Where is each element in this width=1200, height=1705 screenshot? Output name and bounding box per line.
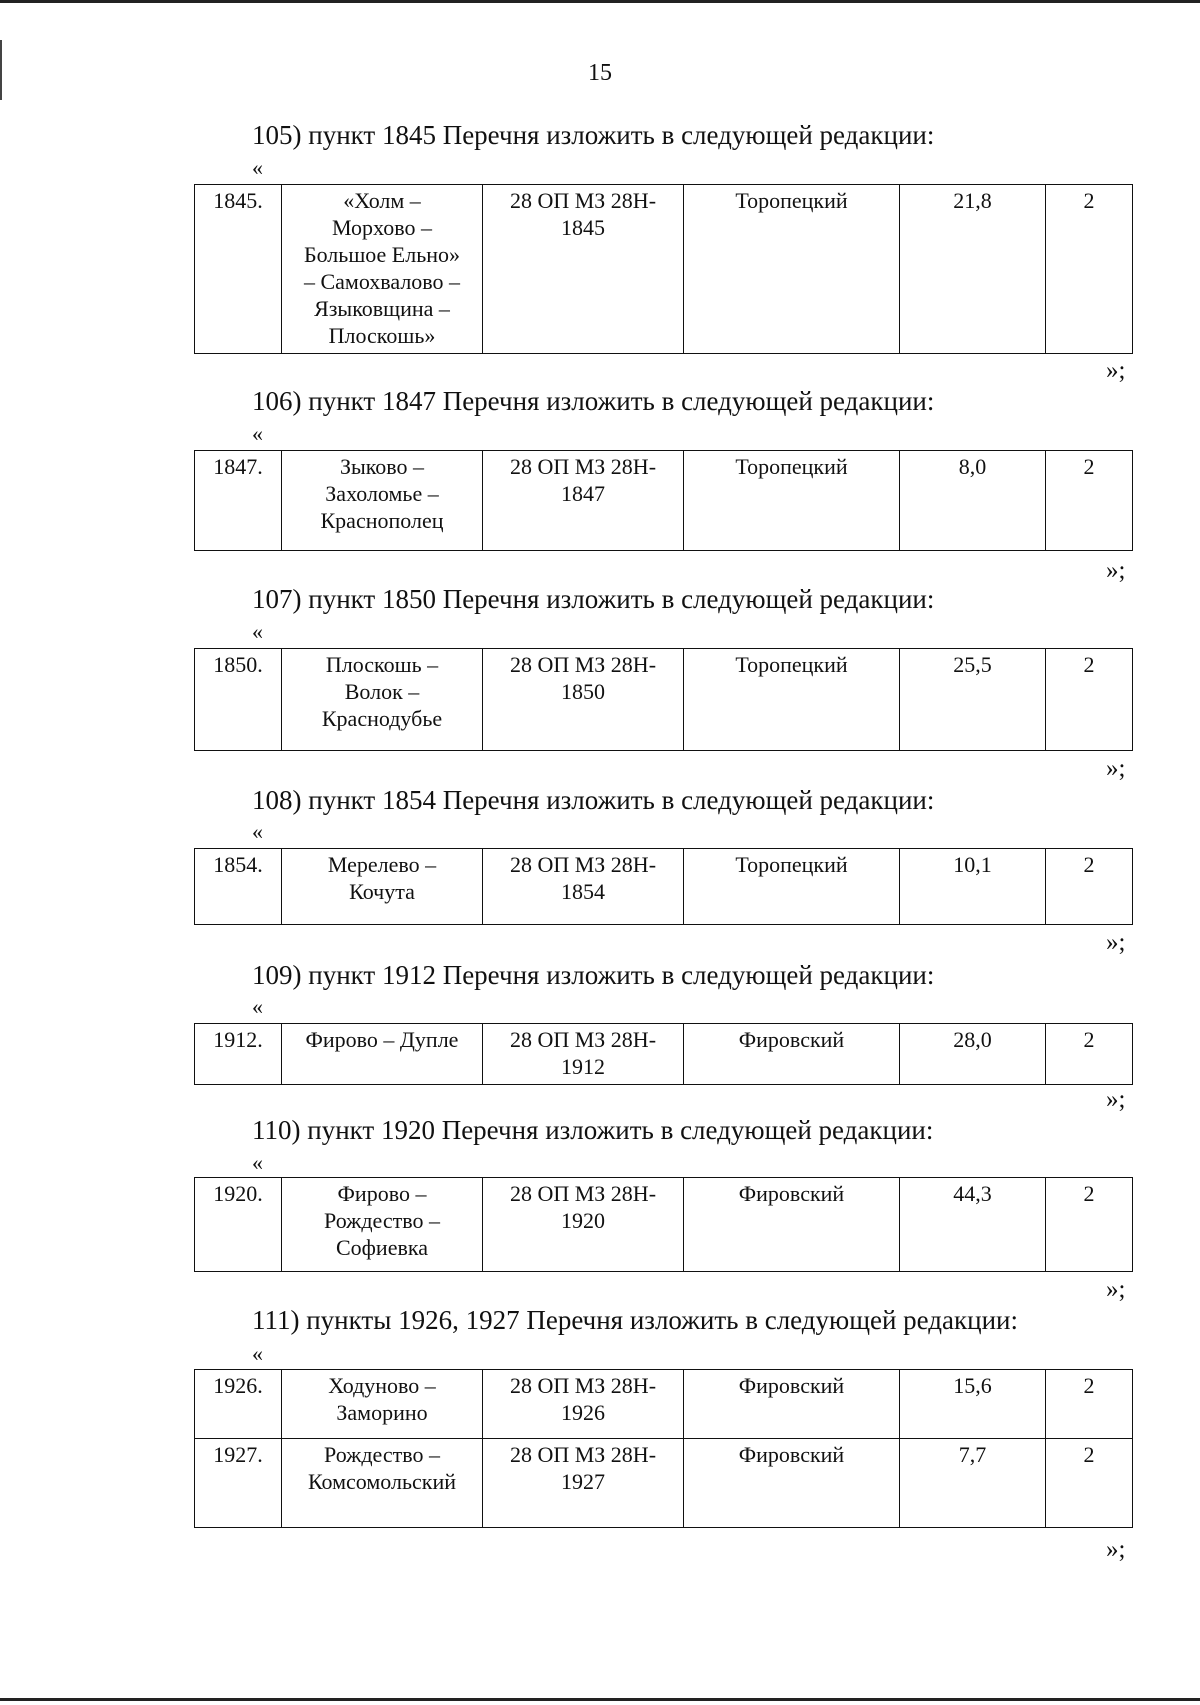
- page-number: 15: [588, 60, 612, 86]
- road-name-cell: Мерелево – Кочута: [282, 849, 483, 925]
- page-bottom-edge: [0, 1698, 1200, 1701]
- open-quote: «: [252, 1150, 263, 1175]
- row-number-cell: 1926.: [195, 1370, 282, 1439]
- table-row: [195, 849, 1133, 925]
- length-cell: 15,6: [900, 1370, 1046, 1439]
- close-quote: »;: [1106, 1276, 1126, 1303]
- road-name-cell: Плоскошь – Волок – Краснодубье: [282, 649, 483, 751]
- category-cell: 2: [1046, 1370, 1133, 1439]
- road-code-cell: 28 ОП МЗ 28Н- 1920: [483, 1178, 684, 1272]
- row-number-cell: 1912.: [195, 1024, 282, 1085]
- road-name-cell: Фирово – Рождество – Софиевка: [282, 1178, 483, 1272]
- road-table: [194, 648, 1133, 751]
- open-quote: «: [252, 421, 263, 446]
- row-number-cell: 1920.: [195, 1178, 282, 1272]
- close-quote: »;: [1106, 357, 1126, 384]
- road-code-cell: 28 ОП МЗ 28Н- 1912: [483, 1024, 684, 1085]
- road-name-cell: Рождество – Комсомольский: [282, 1439, 483, 1528]
- page-top-edge: [0, 0, 1200, 3]
- road-code-cell: 28 ОП МЗ 28Н- 1854: [483, 849, 684, 925]
- road-name-cell: Зыково – Захоломье – Краснополец: [282, 451, 483, 551]
- open-quote: «: [252, 1341, 263, 1366]
- road-table: [194, 450, 1133, 551]
- close-quote: »;: [1106, 755, 1126, 782]
- road-name-cell: Ходуново – Заморино: [282, 1370, 483, 1439]
- district-cell: Фировский: [684, 1370, 900, 1439]
- open-quote: «: [252, 994, 263, 1019]
- close-quote: »;: [1106, 1086, 1126, 1113]
- section-heading: 109) пункт 1912 Перечня изложить в следующей редакции:: [252, 960, 935, 990]
- district-cell: Фировский: [684, 1439, 900, 1528]
- close-quote: »;: [1106, 557, 1126, 584]
- road-code-cell: 28 ОП МЗ 28Н- 1927: [483, 1439, 684, 1528]
- road-code-cell: 28 ОП МЗ 28Н- 1926: [483, 1370, 684, 1439]
- section-heading: 110) пункт 1920 Перечня изложить в следующей редакции:: [252, 1115, 934, 1145]
- category-cell: 2: [1046, 1178, 1133, 1272]
- category-cell: 2: [1046, 185, 1133, 354]
- open-quote: «: [252, 819, 263, 844]
- road-name-cell: «Холм – Морхово – Большое Ельно» – Самохвалово – Языковщина – Плоскошь»: [282, 185, 483, 354]
- row-number-cell: 1847.: [195, 451, 282, 551]
- section-heading: 108) пункт 1854 Перечня изложить в следующей редакции:: [252, 785, 935, 815]
- road-code-cell: 28 ОП МЗ 28Н- 1847: [483, 451, 684, 551]
- length-cell: 25,5: [900, 649, 1046, 751]
- road-code-cell: 28 ОП МЗ 28Н- 1850: [483, 649, 684, 751]
- table-row: [195, 451, 1133, 551]
- category-cell: 2: [1046, 1439, 1133, 1528]
- category-cell: 2: [1046, 451, 1133, 551]
- section-heading: 111) пункты 1926, 1927 Перечня изложить в следующей редакции:: [252, 1305, 1018, 1335]
- district-cell: Фировский: [684, 1178, 900, 1272]
- length-cell: 10,1: [900, 849, 1046, 925]
- row-number-cell: 1850.: [195, 649, 282, 751]
- road-table: [194, 184, 1133, 354]
- district-cell: Фировский: [684, 1024, 900, 1085]
- close-quote: »;: [1106, 1536, 1126, 1563]
- table-row: [195, 1370, 1133, 1439]
- section-heading: 106) пункт 1847 Перечня изложить в следующей редакции:: [252, 386, 935, 416]
- table-row: [195, 1178, 1133, 1272]
- table-row: [195, 649, 1133, 751]
- table-row: [195, 1024, 1133, 1085]
- length-cell: 28,0: [900, 1024, 1046, 1085]
- road-code-cell: 28 ОП МЗ 28Н- 1845: [483, 185, 684, 354]
- section-heading: 107) пункт 1850 Перечня изложить в следующей редакции:: [252, 584, 935, 614]
- length-cell: 21,8: [900, 185, 1046, 354]
- open-quote: «: [252, 619, 263, 644]
- section-heading: 105) пункт 1845 Перечня изложить в следующей редакции:: [252, 120, 935, 150]
- district-cell: Торопецкий: [684, 451, 900, 551]
- road-table: [194, 848, 1133, 925]
- length-cell: 8,0: [900, 451, 1046, 551]
- road-name-cell: Фирово – Дупле: [282, 1024, 483, 1085]
- length-cell: 44,3: [900, 1178, 1046, 1272]
- district-cell: Торопецкий: [684, 185, 900, 354]
- road-table: [194, 1369, 1133, 1528]
- district-cell: Торопецкий: [684, 649, 900, 751]
- row-number-cell: 1854.: [195, 849, 282, 925]
- open-quote: «: [252, 155, 263, 180]
- table-row: [195, 185, 1133, 354]
- road-table: [194, 1177, 1133, 1272]
- table-row: [195, 1439, 1133, 1528]
- category-cell: 2: [1046, 849, 1133, 925]
- category-cell: 2: [1046, 1024, 1133, 1085]
- length-cell: 7,7: [900, 1439, 1046, 1528]
- row-number-cell: 1845.: [195, 185, 282, 354]
- road-table: [194, 1023, 1133, 1085]
- district-cell: Торопецкий: [684, 849, 900, 925]
- row-number-cell: 1927.: [195, 1439, 282, 1528]
- close-quote: »;: [1106, 929, 1126, 956]
- category-cell: 2: [1046, 649, 1133, 751]
